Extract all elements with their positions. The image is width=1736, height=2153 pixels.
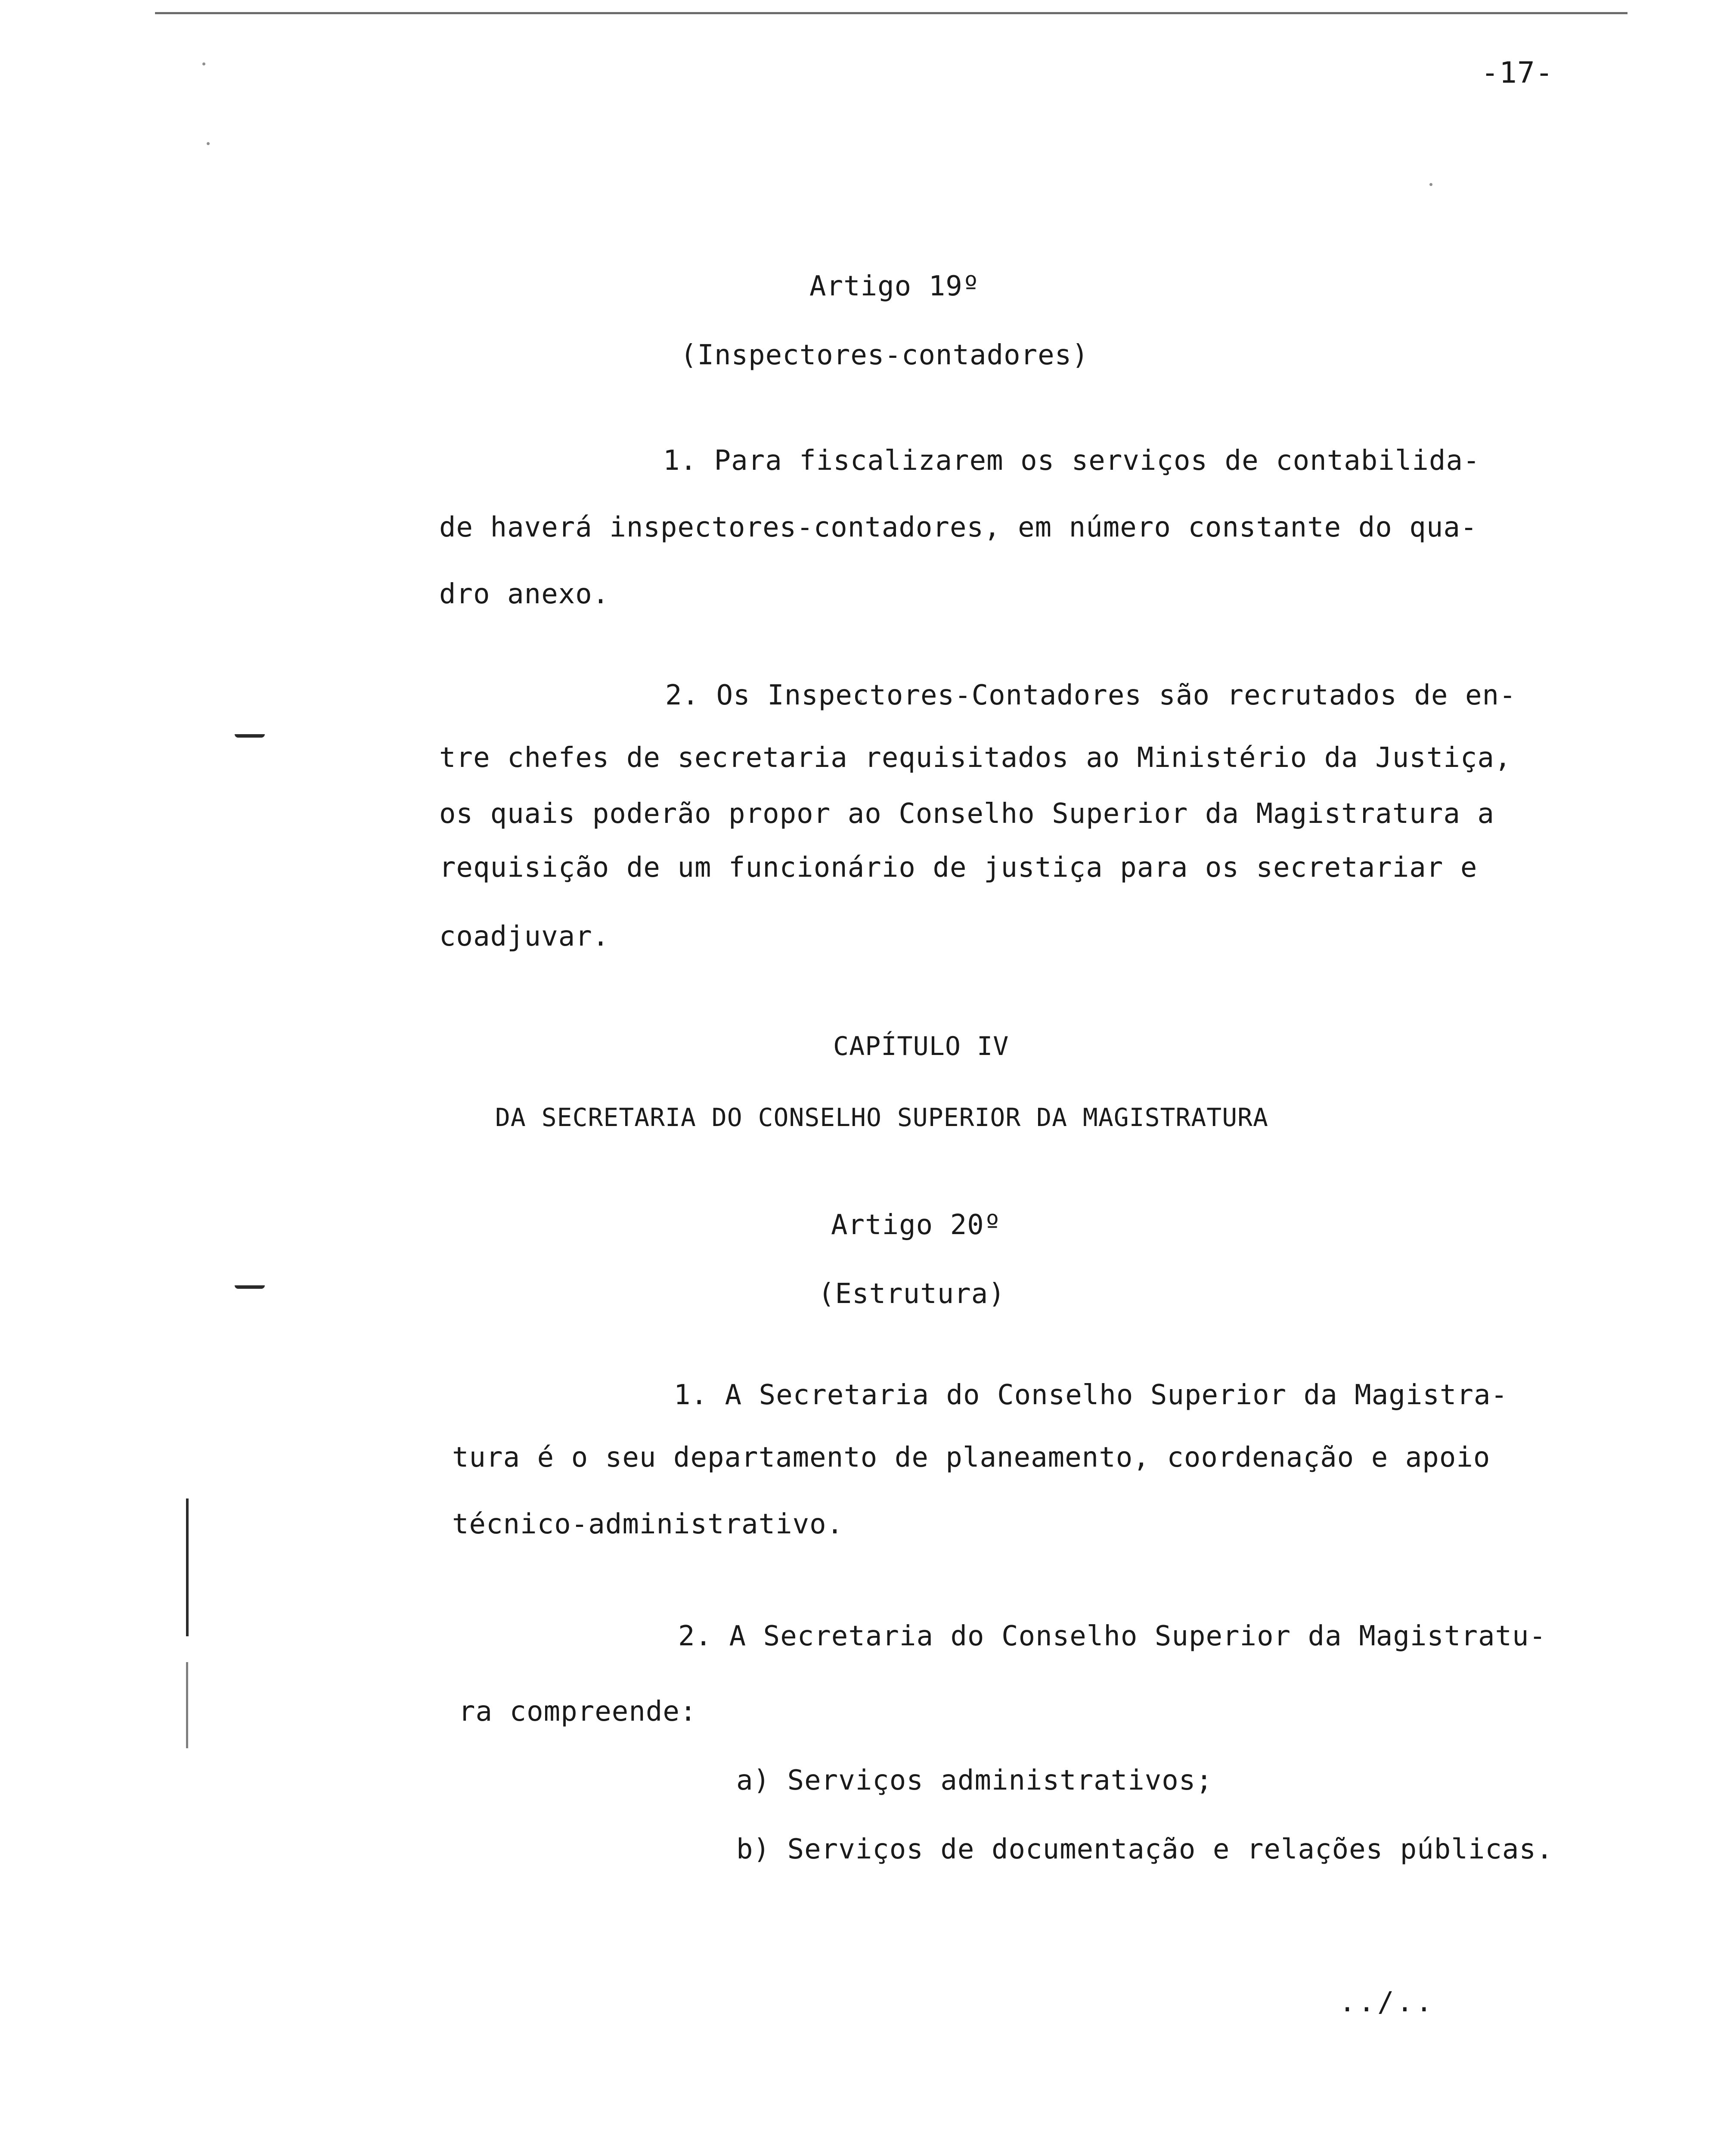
article-20-para1-line: 1. A Secretaria do Conselho Superior da Magistra- — [674, 1379, 1508, 1411]
article-20-para1-line: tura é o seu departamento de planeamento, coordenação e apoio — [452, 1442, 1491, 1474]
top-border-line — [155, 12, 1628, 14]
article-19-para1-line: 1. Para fiscalizarem os serviços de contabilida- — [663, 445, 1480, 477]
scan-speck — [207, 142, 210, 145]
scan-mark — [235, 734, 265, 738]
scan-mark — [186, 1662, 188, 1748]
article-19-para2-line: os quais poderão propor ao Conselho Superior da Magistratura a — [439, 798, 1494, 830]
article-19-para2-line: coadjuvar. — [439, 921, 610, 952]
article-20-para2-line: 2. A Secretaria do Conselho Superior da Magistratu- — [678, 1620, 1547, 1652]
chapter-title: CAPÍTULO IV — [833, 1031, 1009, 1061]
article-20-para1-line: técnico-administrativo. — [452, 1508, 844, 1540]
article-19-para1-line: de haverá inspectores-contadores, em número constante do qua- — [439, 512, 1478, 543]
article-19-para2-line: tre chefes de secretaria requisitados ao Ministério da Justiça, — [439, 742, 1512, 774]
scan-mark — [186, 1498, 189, 1636]
article-20-list-item: b) Serviços de documentação e relações públicas. — [736, 1833, 1553, 1865]
article-20-list-item: a) Serviços administrativos; — [736, 1765, 1213, 1796]
article-19-para2-line: requisição de um funcionário de justiça para os secretariar e — [439, 852, 1478, 884]
article-19-para2-line: 2. Os Inspectores-Contadores são recrutados de en- — [665, 679, 1516, 711]
continuation-mark: ../.. — [1339, 1986, 1435, 2018]
article-20-para2-line: ra compreende: — [459, 1696, 697, 1728]
article-19-title: Artigo 19º — [809, 270, 980, 302]
scan-speck — [1429, 183, 1432, 186]
article-20-subtitle: (Estrutura) — [818, 1278, 1005, 1310]
page-number: -17- — [1481, 56, 1553, 90]
scan-speck — [202, 62, 205, 65]
article-19-subtitle: (Inspectores-contadores) — [680, 339, 1089, 371]
chapter-subtitle: DA SECRETARIA DO CONSELHO SUPERIOR DA MAGISTRATURA — [495, 1103, 1268, 1132]
article-19-para1-line: dro anexo. — [439, 578, 610, 610]
scan-mark — [235, 1285, 265, 1289]
article-20-title: Artigo 20º — [831, 1209, 1001, 1241]
